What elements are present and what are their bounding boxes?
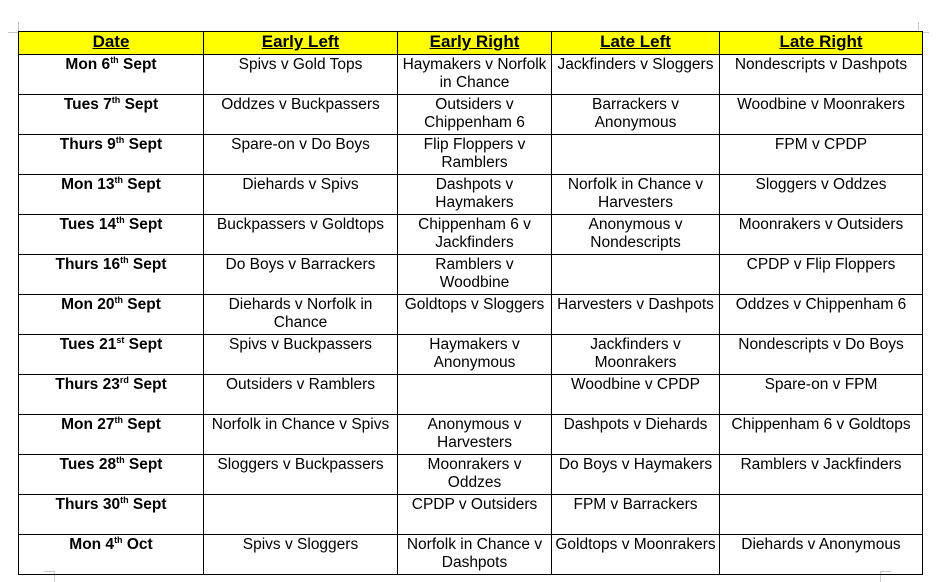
early-right-match: Dashpots v Haymakers xyxy=(398,175,552,215)
date-day: Tues 14 xyxy=(59,216,117,233)
date-ordinal-suffix: th xyxy=(110,54,119,65)
late-left-match: Dashpots v Diehards xyxy=(552,415,720,455)
date-month: Sept xyxy=(124,456,163,473)
early-right-match: Flip Floppers v Ramblers xyxy=(398,135,552,175)
date-month: Sept xyxy=(123,296,161,313)
early-right-match: Haymakers v Anonymous xyxy=(398,335,552,375)
column-header-early-left: Early Left xyxy=(204,32,398,55)
date-day: Mon 6 xyxy=(65,56,111,73)
early-left-match: Spare-on v Do Boys xyxy=(204,135,398,175)
late-right-match: Spare-on v FPM xyxy=(720,375,923,415)
early-left-match: Do Boys v Barrackers xyxy=(204,255,398,295)
table-row xyxy=(19,215,923,255)
column-header-date: Date xyxy=(19,32,204,55)
date-day: Thurs 16 xyxy=(55,256,121,273)
date-day: Thurs 30 xyxy=(55,496,121,513)
fixtures-table xyxy=(18,31,923,575)
date-cell xyxy=(19,495,204,535)
early-left-match: Norfolk in Chance v Spivs xyxy=(204,415,398,455)
early-left-match: Diehards v Spivs xyxy=(204,175,398,215)
late-right-match: Oddzes v Chippenham 6 xyxy=(720,295,923,335)
date-cell xyxy=(19,415,204,455)
date-ordinal-suffix: th xyxy=(114,294,123,305)
early-right-match: CPDP v Outsiders xyxy=(398,495,552,535)
date-ordinal-suffix: rd xyxy=(119,374,129,385)
table-row xyxy=(19,55,923,95)
date-month: Sept xyxy=(124,136,163,153)
late-left-match: Jackfinders v Sloggers xyxy=(552,55,720,95)
date-month: Sept xyxy=(128,496,167,513)
late-right-match: Diehards v Anonymous xyxy=(720,535,923,575)
table-row xyxy=(19,335,923,375)
early-left-match xyxy=(204,495,398,535)
date-ordinal-suffix: th xyxy=(116,214,125,225)
date-day: Mon 20 xyxy=(61,296,115,313)
late-right-match: Moonrakers v Outsiders xyxy=(720,215,923,255)
late-right-match xyxy=(720,495,923,535)
late-right-match: CPDP v Flip Floppers xyxy=(720,255,923,295)
early-right-match: Haymakers v Norfolk in Chance xyxy=(398,55,552,95)
late-right-match: Nondescripts v Do Boys xyxy=(720,335,923,375)
late-left-match: Woodbine v CPDP xyxy=(552,375,720,415)
date-month: Sept xyxy=(128,256,167,273)
header-row xyxy=(19,32,923,55)
fixtures-body xyxy=(19,55,923,575)
late-left-match: Anonymous v Nondescripts xyxy=(552,215,720,255)
date-cell xyxy=(19,455,204,495)
table-row xyxy=(19,175,923,215)
date-month: Oct xyxy=(122,536,153,553)
early-left-match: Spivs v Gold Tops xyxy=(204,55,398,95)
date-cell xyxy=(19,175,204,215)
date-day: Mon 27 xyxy=(61,416,115,433)
early-right-match: Moonrakers v Oddzes xyxy=(398,455,552,495)
late-right-match: Chippenham 6 v Goldtops xyxy=(720,415,923,455)
late-left-match xyxy=(552,135,720,175)
late-left-match: Harvesters v Dashpots xyxy=(552,295,720,335)
early-right-match xyxy=(398,375,552,415)
late-left-match xyxy=(552,255,720,295)
early-left-match: Spivs v Buckpassers xyxy=(204,335,398,375)
early-left-match: Spivs v Sloggers xyxy=(204,535,398,575)
late-left-match: Barrackers v Anonymous xyxy=(552,95,720,135)
date-month: Sept xyxy=(123,176,161,193)
early-left-match: Buckpassers v Goldtops xyxy=(204,215,398,255)
date-ordinal-suffix: th xyxy=(120,254,129,265)
table-row xyxy=(19,255,923,295)
date-cell xyxy=(19,135,204,175)
date-ordinal-suffix: st xyxy=(116,334,125,345)
date-day: Tues 21 xyxy=(59,336,117,353)
date-month: Sept xyxy=(123,416,161,433)
date-cell xyxy=(19,255,204,295)
date-month: Sept xyxy=(120,96,159,113)
table-row xyxy=(19,135,923,175)
date-cell xyxy=(19,95,204,135)
column-header-early-right: Early Right xyxy=(398,32,552,55)
date-cell xyxy=(19,215,204,255)
date-cell xyxy=(19,375,204,415)
early-right-match: Norfolk in Chance v Dashpots xyxy=(398,535,552,575)
early-left-match: Outsiders v Ramblers xyxy=(204,375,398,415)
early-right-match: Chippenham 6 v Jackfinders xyxy=(398,215,552,255)
date-cell xyxy=(19,335,204,375)
late-right-match: Nondescripts v Dashpots xyxy=(720,55,923,95)
date-cell xyxy=(19,55,204,95)
late-right-match: Ramblers v Jackfinders xyxy=(720,455,923,495)
early-right-match: Anonymous v Harvesters xyxy=(398,415,552,455)
early-left-match: Diehards v Norfolk in Chance xyxy=(204,295,398,335)
late-left-match: FPM v Barrackers xyxy=(552,495,720,535)
table-row xyxy=(19,415,923,455)
table-row xyxy=(19,95,923,135)
column-header-late-right: Late Right xyxy=(720,32,923,55)
date-month: Sept xyxy=(124,216,163,233)
date-ordinal-suffix: th xyxy=(120,494,129,505)
late-left-match: Do Boys v Haymakers xyxy=(552,455,720,495)
table-row xyxy=(19,535,923,575)
early-left-match: Sloggers v Buckpassers xyxy=(204,455,398,495)
date-day: Tues 7 xyxy=(63,96,112,113)
date-day: Mon 4 xyxy=(69,536,115,553)
date-day: Tues 28 xyxy=(59,456,117,473)
late-left-match: Goldtops v Moonrakers xyxy=(552,535,720,575)
late-right-match: Woodbine v Moonrakers xyxy=(720,95,923,135)
late-left-match: Jackfinders v Moonrakers xyxy=(552,335,720,375)
table-row xyxy=(19,375,923,415)
late-left-match: Norfolk in Chance v Harvesters xyxy=(552,175,720,215)
table-row xyxy=(19,495,923,535)
date-ordinal-suffix: th xyxy=(115,134,125,145)
date-ordinal-suffix: th xyxy=(114,534,123,545)
date-month: Sept xyxy=(128,376,167,393)
date-ordinal-suffix: th xyxy=(116,454,125,465)
date-day: Thurs 23 xyxy=(55,376,120,393)
date-ordinal-suffix: th xyxy=(114,174,123,185)
late-right-match: FPM v CPDP xyxy=(720,135,923,175)
early-right-match: Goldtops v Sloggers xyxy=(398,295,552,335)
date-month: Sept xyxy=(118,56,157,73)
date-ordinal-suffix: th xyxy=(111,94,121,105)
date-day: Thurs 9 xyxy=(59,136,116,153)
table-row xyxy=(19,455,923,495)
date-ordinal-suffix: th xyxy=(114,414,123,425)
date-month: Sept xyxy=(124,336,163,353)
early-right-match: Ramblers v Woodbine xyxy=(398,255,552,295)
column-header-late-left: Late Left xyxy=(552,32,720,55)
date-day: Mon 13 xyxy=(61,176,115,193)
early-right-match: Outsiders v Chippenham 6 xyxy=(398,95,552,135)
date-cell xyxy=(19,535,204,575)
early-left-match: Oddzes v Buckpassers xyxy=(204,95,398,135)
late-right-match: Sloggers v Oddzes xyxy=(720,175,923,215)
date-cell xyxy=(19,295,204,335)
table-row xyxy=(19,295,923,335)
